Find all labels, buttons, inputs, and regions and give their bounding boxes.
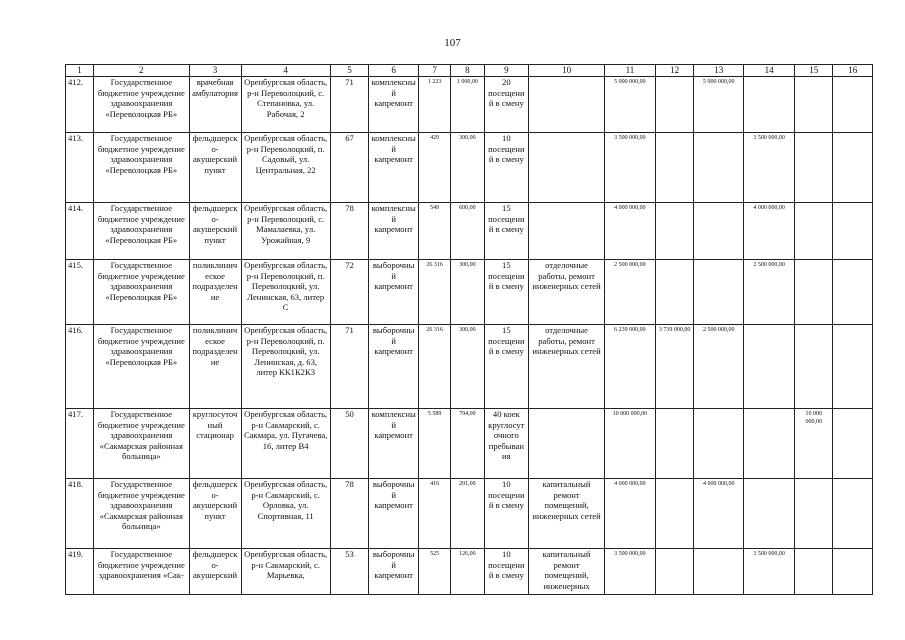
row-number: 413. [66,133,94,203]
amount-year-3: 3 500 000,00 [744,549,795,595]
row-number: 417. [66,409,94,479]
work-description [529,409,605,479]
header-row [66,65,873,77]
column-header: 4 [241,65,330,77]
amount-year-4 [795,203,833,260]
amount-year-5 [833,133,873,203]
organization-name: Государственное бюджетное учреждение здравоохранения «Сакмарская районная больница» [94,479,190,549]
column-header: 16 [833,65,873,77]
row-number: 416. [66,325,94,409]
amount-year-2 [694,203,744,260]
amount-year-5 [833,325,873,409]
total-amount: 4 000 000,00 [604,479,655,549]
area-value: 416 [419,479,451,549]
amount-year-2: 4 000 000,00 [694,479,744,549]
amount-year-5 [833,479,873,549]
amount-year-2: 2 500 000,00 [694,325,744,409]
facility-type: фельдшерско-акушерский [189,549,241,595]
amount-year-5 [833,409,873,479]
address: Оренбургская область, р-н Сакмарский, с. Марьевка, [241,549,330,595]
facility-type: поликлиническое подразделение [189,260,241,325]
amount-year-3: 3 500 000,00 [744,133,795,203]
amount-year-1 [655,260,693,325]
organization-name: Государственное бюджетное учреждение здравоохранения «Сакмарская районная больница» [94,409,190,479]
amount-year-2 [694,133,744,203]
work-description: отделочные работы, ремонт инженерных сетей [529,260,605,325]
cost-value: 1 000,00 [451,77,484,133]
capacity: 15 посещений в смену [484,203,529,260]
facility-type: врачебная амбулатория [189,77,241,133]
work-description: капитальный ремонт помещений, инженерных сетей [529,479,605,549]
amount-year-2: 5 000 000,00 [694,77,744,133]
repair-type: комплексный капремонт [369,409,419,479]
column-header: 3 [189,65,241,77]
column-header: 7 [419,65,451,77]
column-header: 1 [66,65,94,77]
table-row [66,133,873,203]
total-amount: 3 500 000,00 [604,549,655,595]
amount-year-1 [655,479,693,549]
capacity: 10 посещений в смену [484,479,529,549]
amount-year-1 [655,77,693,133]
area-value: 1 223 [419,77,451,133]
column-header: 14 [744,65,795,77]
capacity: 15 посещений в смену [484,260,529,325]
cost-value: 300,00 [451,325,484,409]
amount-year-1: 3 739 000,00 [655,325,693,409]
amount-year-5 [833,260,873,325]
area-value: 429 [419,133,451,203]
column-header: 8 [451,65,484,77]
amount-year-4 [795,133,833,203]
cost-value: 201,00 [451,479,484,549]
row-number: 412. [66,77,94,133]
amount-year-2 [694,409,744,479]
table-row [66,549,873,595]
work-description: отделочные работы, ремонт инженерных сетей [529,325,605,409]
organization-name: Государственное бюджетное учреждение здравоохранения «Переволоцкая РБ» [94,133,190,203]
amount-year-3 [744,409,795,479]
address: Оренбургская область, р-н Переволоцкий, с. Степановка, ул. Рабочая, 2 [241,77,330,133]
table-row [66,325,873,409]
table-row [66,77,873,133]
address: Оренбургская область, р-н Переволоцкий, п. Садовый, ул. Центральная, 22 [241,133,330,203]
repair-type: выборочный капремонт [369,479,419,549]
amount-year-3: 2 500 000,00 [744,260,795,325]
amount-year-1 [655,549,693,595]
row-number: 414. [66,203,94,260]
register-table [65,64,873,595]
capacity: 10 посещений в смену [484,549,529,595]
wear-percent: 78 [330,479,368,549]
repair-type: выборочный капремонт [369,325,419,409]
work-description [529,133,605,203]
capacity: 10 посещений в смену [484,133,529,203]
amount-year-3 [744,325,795,409]
amount-year-2 [694,260,744,325]
capacity: 20 посещений в смену [484,77,529,133]
amount-year-1 [655,133,693,203]
amount-year-3: 4 000 000,00 [744,203,795,260]
address: Оренбургская область, р-н Переволоцкий, с. Мамалаевка, ул. Урожайная, 9 [241,203,330,260]
area-value: 26 316 [419,260,451,325]
column-header: 6 [369,65,419,77]
column-header: 15 [795,65,833,77]
amount-year-4 [795,549,833,595]
amount-year-3 [744,77,795,133]
total-amount: 3 500 000,00 [604,133,655,203]
amount-year-1 [655,203,693,260]
column-header: 11 [604,65,655,77]
amount-year-5 [833,203,873,260]
wear-percent: 78 [330,203,368,260]
column-header: 5 [330,65,368,77]
wear-percent: 71 [330,325,368,409]
organization-name: Государственное бюджетное учреждение здравоохранения «Переволоцкая РБ» [94,325,190,409]
total-amount: 10 000 000,00 [604,409,655,479]
repair-type: комплексный капремонт [369,77,419,133]
column-header: 13 [694,65,744,77]
area-value: 525 [419,549,451,595]
amount-year-4 [795,479,833,549]
facility-type: поликлиническое подразделение [189,325,241,409]
table-row [66,409,873,479]
cost-value: 300,00 [451,260,484,325]
area-value: 549 [419,203,451,260]
column-header: 10 [529,65,605,77]
address: Оренбургская область, р-н Переволоцкий, п. Переволоцкий, ул. Ленинская, д. 63, литер КК1К2К3 [241,325,330,409]
repair-type: комплексный капремонт [369,203,419,260]
capacity: 15 посещений в смену [484,325,529,409]
table-row [66,203,873,260]
capacity: 40 коек круглосуточного пребывания [484,409,529,479]
total-amount: 2 500 000,00 [604,260,655,325]
column-header: 2 [94,65,190,77]
amount-year-4 [795,260,833,325]
wear-percent: 67 [330,133,368,203]
facility-type: круглосуточный стационар [189,409,241,479]
facility-type: фельдшерско-акушерский пункт [189,203,241,260]
wear-percent: 72 [330,260,368,325]
organization-name: Государственное бюджетное учреждение здравоохранения «Переволоцкая РБ» [94,203,190,260]
table-row [66,260,873,325]
organization-name: Государственное бюджетное учреждение здравоохранения «Переволоцкая РБ» [94,260,190,325]
repair-type: комплексный капремонт [369,133,419,203]
work-description [529,77,605,133]
repair-type: выборочный капремонт [369,549,419,595]
work-description: капитальный ремонт помещений, инженерных [529,549,605,595]
amount-year-1 [655,409,693,479]
wear-percent: 53 [330,549,368,595]
total-amount: 6 239 000,00 [604,325,655,409]
amount-year-5 [833,549,873,595]
amount-year-4 [795,77,833,133]
repair-type: выборочный капремонт [369,260,419,325]
row-number: 419. [66,549,94,595]
area-value: 26 316 [419,325,451,409]
table-row [66,479,873,549]
cost-value: 794,00 [451,409,484,479]
amount-year-4 [795,325,833,409]
row-number: 418. [66,479,94,549]
work-description [529,203,605,260]
amount-year-3 [744,479,795,549]
row-number: 415. [66,260,94,325]
cost-value: 300,00 [451,133,484,203]
amount-year-5 [833,77,873,133]
address: Оренбургская область, р-н Сакмарский, с. Сакмара, ул. Пугачева, 16, литер В4 [241,409,330,479]
address: Оренбургская область, р-н Переволоцкий, п. Переволоцкий, ул. Ленинская, 63, литер С [241,260,330,325]
facility-type: фельдшерско-акушерский пункт [189,479,241,549]
cost-value: 600,00 [451,203,484,260]
facility-type: фельдшерско-акушерский пункт [189,133,241,203]
amount-year-2 [694,549,744,595]
organization-name: Государственное бюджетное учреждение здравоохранения «Сак- [94,549,190,595]
cost-value: 126,00 [451,549,484,595]
organization-name: Государственное бюджетное учреждение здравоохранения «Переволоцкая РБ» [94,77,190,133]
total-amount: 4 000 000,00 [604,203,655,260]
page-number: 107 [444,37,461,49]
total-amount: 5 000 000,00 [604,77,655,133]
area-value: 5 589 [419,409,451,479]
address: Оренбургская область, р-н Сакмарский, с. Орловка, ул. Спортивная, 11 [241,479,330,549]
amount-year-4: 10 000 000,00 [795,409,833,479]
wear-percent: 50 [330,409,368,479]
column-header: 12 [655,65,693,77]
column-header: 9 [484,65,529,77]
wear-percent: 71 [330,77,368,133]
